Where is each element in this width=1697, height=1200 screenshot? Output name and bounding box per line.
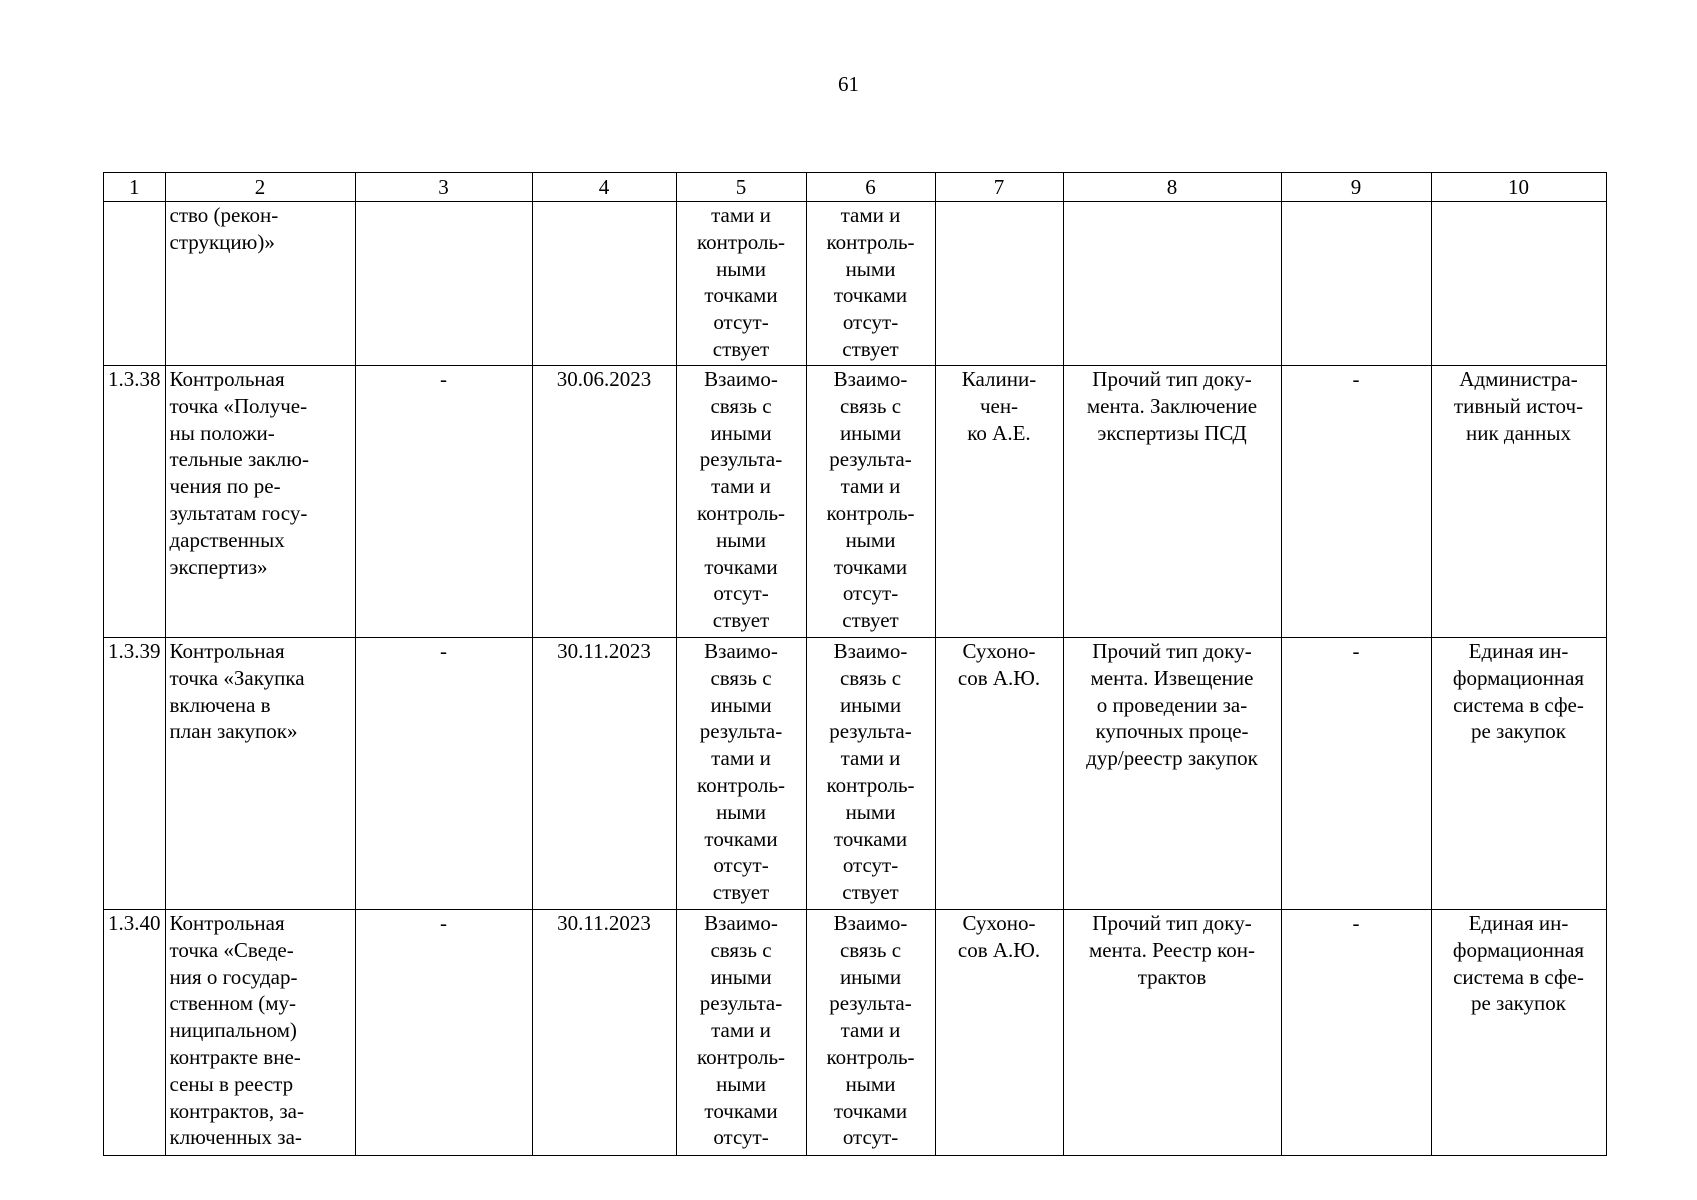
page-number: 61 [838,72,859,96]
row-number-cell: 1.3.39 [104,638,166,910]
relationship-cell: Взаимо- связь с иными результа- тами и контроль- ными точками отсут- ствует [806,366,935,638]
column9-cell: - [1281,638,1431,910]
responsible-cell [935,202,1063,366]
date-cell: 30.11.2023 [532,910,676,1156]
data-table [103,172,1607,1156]
document-type-cell: Прочий тип доку- мента. Реестр кон- трактов [1063,910,1281,1156]
column-header: 8 [1063,173,1281,202]
relationship-cell: Взаимо- связь с иными результа- тами и контроль- ными точками отсут- [806,910,935,1156]
responsible-cell: Сухоно- сов А.Ю. [935,638,1063,910]
responsible-cell: Калини- чен- ко А.Е. [935,366,1063,638]
checkpoint-name-cell: Контрольная точка «Закупка включена в план закупок» [165,638,355,910]
column-header: 1 [104,173,166,202]
data-source-cell: Единая ин- формационная система в сфе- ре закупок [1431,638,1606,910]
relationship-cell: Взаимо- связь с иными результа- тами и контроль- ными точками отсут- [676,910,806,1156]
column9-cell: - [1281,366,1431,638]
document-type-cell [1063,202,1281,366]
checkpoint-name-cell: Контрольная точка «Сведе- ния о государ- ственном (му- ниципальном) контракте вне- сены в реестр контрактов, за- ключенных за- [165,910,355,1156]
column3-cell: - [355,910,532,1156]
column-header: 2 [165,173,355,202]
table-header-row [104,173,1607,202]
data-source-cell: Администра- тивный источ- ник данных [1431,366,1606,638]
table-row [104,910,1607,1156]
responsible-cell: Сухоно- сов А.Ю. [935,910,1063,1156]
relationship-cell: тами и контроль- ными точками отсут- ствует [806,202,935,366]
row-number-cell: 1.3.40 [104,910,166,1156]
column3-cell: - [355,638,532,910]
column9-cell: - [1281,910,1431,1156]
checkpoint-name-cell: ство (рекон- струкцию)» [165,202,355,366]
column-header: 9 [1281,173,1431,202]
column3-cell: - [355,366,532,638]
column-header: 6 [806,173,935,202]
column3-cell [355,202,532,366]
table-row [104,202,1607,366]
column-header: 10 [1431,173,1606,202]
data-source-cell: Единая ин- формационная система в сфе- ре закупок [1431,910,1606,1156]
column-header: 3 [355,173,532,202]
row-number-cell [104,202,166,366]
relationship-cell: Взаимо- связь с иными результа- тами и контроль- ными точками отсут- ствует [676,638,806,910]
column-header: 4 [532,173,676,202]
document-type-cell: Прочий тип доку- мента. Заключение экспертизы ПСД [1063,366,1281,638]
data-source-cell [1431,202,1606,366]
date-cell: 30.06.2023 [532,366,676,638]
date-cell [532,202,676,366]
document-type-cell: Прочий тип доку- мента. Извещение о проведении за- купочных проце- дур/реестр закупок [1063,638,1281,910]
checkpoint-name-cell: Контрольная точка «Получе- ны положи- тельные заклю- чения по ре- зультатам госу- дарственных экспертиз» [165,366,355,638]
table-row [104,366,1607,638]
row-number-cell: 1.3.38 [104,366,166,638]
table-row [104,638,1607,910]
column9-cell [1281,202,1431,366]
relationship-cell: Взаимо- связь с иными результа- тами и контроль- ными точками отсут- ствует [676,366,806,638]
column-header: 5 [676,173,806,202]
relationship-cell: Взаимо- связь с иными результа- тами и контроль- ными точками отсут- ствует [806,638,935,910]
relationship-cell: тами и контроль- ными точками отсут- ствует [676,202,806,366]
date-cell: 30.11.2023 [532,638,676,910]
column-header: 7 [935,173,1063,202]
